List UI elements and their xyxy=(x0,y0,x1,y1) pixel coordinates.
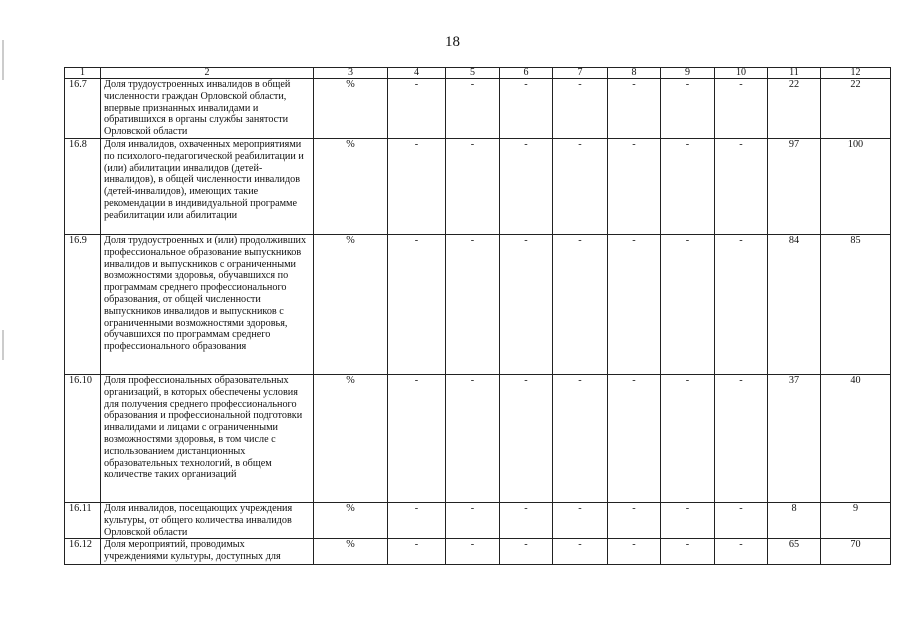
unit-cell: % xyxy=(314,234,388,374)
empty-value-cell: - xyxy=(446,502,500,538)
empty-value-cell: - xyxy=(500,374,553,502)
unit-cell: % xyxy=(314,374,388,502)
header-cell: 11 xyxy=(768,68,821,79)
empty-value-cell: - xyxy=(500,502,553,538)
empty-value-cell: - xyxy=(661,234,715,374)
indicator-name: Доля инвалидов, охваченных мероприятиями по психолого-педагогической реабилитации и (или) абилитации инвалидов (детей-инвалидов), в общей численности инвалидов (детей-инвалидов), имеющих такие рекомендации в индивидуальной программе реабилитации или абилитации xyxy=(101,138,314,234)
header-cell: 9 xyxy=(661,68,715,79)
indicator-name: Доля трудоустроенных инвалидов в общей численности граждан Орловской области, впервые признанных инвалидами и обратившихся в органы службы занятости Орловской области xyxy=(101,79,314,139)
empty-value-cell: - xyxy=(553,234,608,374)
empty-value-cell: - xyxy=(388,539,446,565)
empty-value-cell: - xyxy=(553,539,608,565)
header-row xyxy=(65,68,891,79)
table-row xyxy=(65,539,891,565)
value-col-11: 37 xyxy=(768,374,821,502)
empty-value-cell: - xyxy=(500,539,553,565)
header-cell: 10 xyxy=(715,68,768,79)
row-number: 16.7 xyxy=(65,79,101,139)
empty-value-cell: - xyxy=(446,79,500,139)
indicators-table xyxy=(64,67,891,565)
empty-value-cell: - xyxy=(661,374,715,502)
empty-value-cell: - xyxy=(715,374,768,502)
value-col-12: 100 xyxy=(821,138,891,234)
empty-value-cell: - xyxy=(608,502,661,538)
header-cell: 5 xyxy=(446,68,500,79)
header-cell: 1 xyxy=(65,68,101,79)
table-row xyxy=(65,374,891,502)
scan-edge-mark xyxy=(2,330,4,360)
row-number: 16.12 xyxy=(65,539,101,565)
empty-value-cell: - xyxy=(608,374,661,502)
empty-value-cell: - xyxy=(608,138,661,234)
unit-cell: % xyxy=(314,539,388,565)
value-col-12: 9 xyxy=(821,502,891,538)
table-row xyxy=(65,79,891,139)
empty-value-cell: - xyxy=(388,138,446,234)
indicator-name: Доля трудоустроенных и (или) продолживших профессиональное образование выпускников инвалидов и выпускников с ограниченными возможностями здоровья, обучавшихся по программам среднего профессионального образования, от общей численности выпускников инвалидов и выпускников с ограниченными возможностями здоровья, обучавшихся по программам среднего профессионального образования xyxy=(101,234,314,374)
unit-cell: % xyxy=(314,79,388,139)
empty-value-cell: - xyxy=(388,502,446,538)
empty-value-cell: - xyxy=(446,374,500,502)
indicator-name: Доля инвалидов, посещающих учреждения культуры, от общего количества инвалидов Орловской области xyxy=(101,502,314,538)
empty-value-cell: - xyxy=(608,539,661,565)
indicator-name: Доля профессиональных образовательных организаций, в которых обеспечены условия для получения среднего профессионального образования и профессиональной подготовки инвалидами и лицами с ограниченными возможностями здоровья, в том числе с использованием дистанционных образовательных технологий, в общем количестве таких организаций xyxy=(101,374,314,502)
page-number: 18 xyxy=(445,34,460,50)
unit-cell: % xyxy=(314,502,388,538)
empty-value-cell: - xyxy=(500,138,553,234)
value-col-11: 97 xyxy=(768,138,821,234)
empty-value-cell: - xyxy=(388,79,446,139)
empty-value-cell: - xyxy=(715,234,768,374)
empty-value-cell: - xyxy=(388,374,446,502)
empty-value-cell: - xyxy=(715,539,768,565)
header-cell: 12 xyxy=(821,68,891,79)
value-col-11: 65 xyxy=(768,539,821,565)
value-col-11: 84 xyxy=(768,234,821,374)
table-row xyxy=(65,138,891,234)
header-cell: 4 xyxy=(388,68,446,79)
unit-cell: % xyxy=(314,138,388,234)
empty-value-cell: - xyxy=(500,79,553,139)
empty-value-cell: - xyxy=(388,234,446,374)
empty-value-cell: - xyxy=(608,234,661,374)
row-number: 16.9 xyxy=(65,234,101,374)
empty-value-cell: - xyxy=(661,502,715,538)
empty-value-cell: - xyxy=(553,79,608,139)
value-col-12: 85 xyxy=(821,234,891,374)
header-cell: 7 xyxy=(553,68,608,79)
indicator-name: Доля мероприятий, проводимых учреждениями культуры, доступных для xyxy=(101,539,314,565)
empty-value-cell: - xyxy=(446,138,500,234)
empty-value-cell: - xyxy=(715,79,768,139)
row-number: 16.10 xyxy=(65,374,101,502)
scan-edge-mark xyxy=(2,40,4,80)
row-number: 16.8 xyxy=(65,138,101,234)
table-row xyxy=(65,234,891,374)
table-row xyxy=(65,502,891,538)
value-col-12: 40 xyxy=(821,374,891,502)
header-cell: 6 xyxy=(500,68,553,79)
value-col-12: 22 xyxy=(821,79,891,139)
empty-value-cell: - xyxy=(500,234,553,374)
empty-value-cell: - xyxy=(661,138,715,234)
empty-value-cell: - xyxy=(608,79,661,139)
value-col-11: 8 xyxy=(768,502,821,538)
row-number: 16.11 xyxy=(65,502,101,538)
empty-value-cell: - xyxy=(661,79,715,139)
empty-value-cell: - xyxy=(553,374,608,502)
header-cell: 8 xyxy=(608,68,661,79)
empty-value-cell: - xyxy=(715,138,768,234)
empty-value-cell: - xyxy=(715,502,768,538)
empty-value-cell: - xyxy=(553,138,608,234)
empty-value-cell: - xyxy=(446,234,500,374)
value-col-11: 22 xyxy=(768,79,821,139)
empty-value-cell: - xyxy=(661,539,715,565)
header-cell: 3 xyxy=(314,68,388,79)
header-cell: 2 xyxy=(101,68,314,79)
empty-value-cell: - xyxy=(446,539,500,565)
empty-value-cell: - xyxy=(553,502,608,538)
value-col-12: 70 xyxy=(821,539,891,565)
